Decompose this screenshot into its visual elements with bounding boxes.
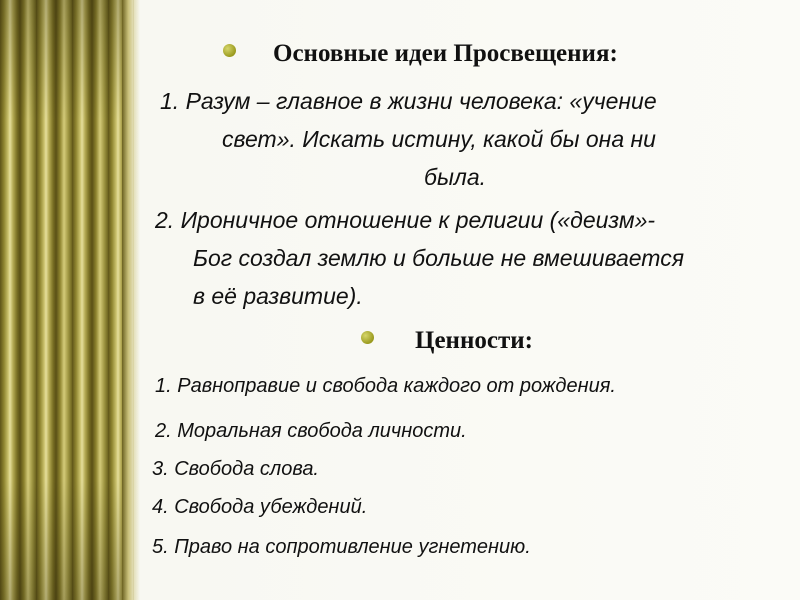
value-item: 3. Свобода слова. (152, 458, 319, 480)
idea-2-line-2: Бог создал землю и больше не вмешивается (193, 245, 684, 271)
idea-2-line-3: в её развитие). (193, 283, 363, 309)
value-item: 4. Свобода убеждений. (152, 496, 368, 518)
bullet-icon (223, 44, 236, 57)
curtain-edge (122, 0, 140, 600)
heading-values: Ценности: (415, 327, 533, 354)
curtain-shade (0, 0, 134, 600)
idea-1-line-1: 1. Разум – главное в жизни человека: «учение (160, 88, 657, 114)
value-item: 1. Равноправие и свобода каждого от рождения. (155, 375, 616, 397)
heading-enlightenment-ideas: Основные идеи Просвещения: (273, 40, 618, 67)
value-item: 5. Право на сопротивление угнетению. (152, 536, 531, 558)
idea-2-line-1: 2. Ироничное отношение к религии («деизм»- (155, 207, 656, 233)
value-item: 2. Моральная свобода личности. (155, 420, 467, 442)
bullet-icon (361, 331, 374, 344)
idea-1-line-3: была. (424, 164, 487, 190)
idea-1-line-2: свет». Искать истину, какой бы она ни (222, 126, 656, 152)
